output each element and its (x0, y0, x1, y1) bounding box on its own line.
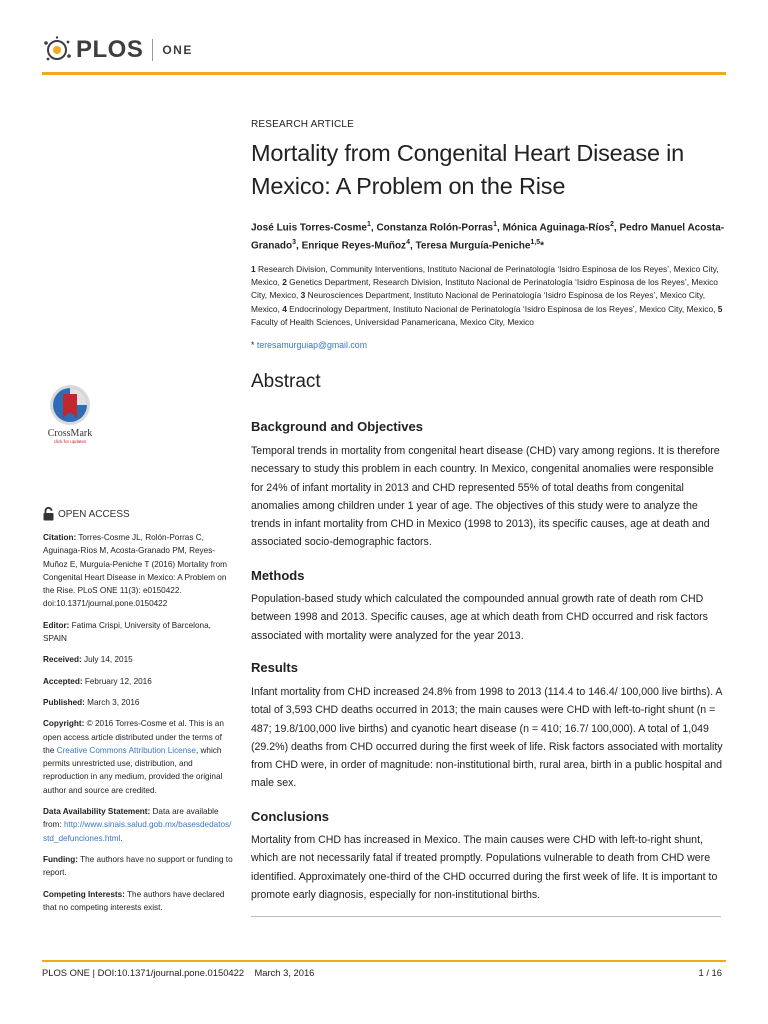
affiliation-text: Faculty of Health Sciences, Universidad Panamericana, Mexico City, Mexico (251, 316, 534, 327)
copyright-text: © 2016 Torres-Cosme et al. This is an open access article distributed under the terms of the (43, 719, 224, 755)
received-label: Received: (43, 655, 82, 665)
author-affiliation-mark: 3 (292, 239, 297, 247)
author-affiliation-mark: 4 (406, 239, 410, 247)
author-affiliation-mark: 1 (493, 221, 498, 228)
published (43, 696, 235, 709)
affiliation-text: Endocrinology Department, Instituto Nacional de Perinatología ‘Isidro Espinosa de los Reyes’, Mexico City, Mexico, (286, 303, 718, 314)
author-separator: , (370, 222, 377, 234)
section-body-methods (251, 590, 727, 645)
email-link[interactable]: teresamurguiap@gmail.com (256, 340, 368, 351)
section-heading: Conclusions (251, 809, 330, 824)
logo-plos-text: PLOS (76, 36, 144, 63)
section-body-background (251, 442, 727, 552)
crossmark-label: CrossMark (47, 428, 93, 439)
affiliation-number: 4 (282, 303, 287, 314)
copyright-text-end: , which permits unrestricted use, distribution, and reproduction in any medium, provided the original author and source are credited. (43, 745, 223, 795)
copyright-label: Copyright: (43, 719, 85, 729)
section-heading-conclusions (251, 809, 329, 824)
section-heading: Background and Objectives (251, 419, 423, 434)
section-body-results (251, 683, 727, 793)
abstract-end-rule (251, 916, 721, 917)
section-heading: Methods (251, 568, 305, 583)
open-lock-icon (43, 507, 54, 521)
author-name: Mónica Aguinaga-Ríos (502, 222, 611, 234)
license-link[interactable]: Creative Commons Attribution License (56, 745, 196, 755)
published-label: Published: (43, 697, 85, 707)
received (43, 653, 235, 666)
author-name: Pedro Manuel Acosta-Granado (251, 222, 725, 252)
received-date: July 14, 2015 (83, 655, 133, 665)
accepted-label: Accepted: (43, 676, 83, 686)
section-text: Temporal trends in mortality from congenital heart disease (CHD) vary among regions. It is therefore necessary to study this problem in each country. In Mexico, congenital anomalies were responsible for 24% of infant mortality in 2013 and CHD represented 55% of total deaths from congenital anomalies among children under 1 year of age. The objectives of this study were to analyze the trends in infant mortality from CHD in Mexico (1998 to 2013), its specific causes, age at death and associated socio-demographic factors. (251, 445, 720, 549)
author-name: Teresa Murguía-Peniche (415, 240, 531, 252)
crossmark-subtitle: click for updates (53, 439, 87, 444)
section-heading-background (251, 419, 423, 434)
section-text: Infant mortality from CHD increased 24.8% from 1998 to 2013 (114.4 to 146.4/ 100,000 live births). A total of 3,593 CHD deaths occurred in 2013; the main causes were CHD with left-to-right shunt (n = 487; 19.8/100,000 live births) and cyanotic heart disease (n = 410; 16.7/ 100,000). A total of 1,049 (29.2%) deaths from CHD occurred during the first week of life. Risk factors associated with mortality from CHD were, in order of magnitude: non-institutional birth, rural area, birth in a public hospital and male sex. (251, 686, 723, 790)
author-affiliation-mark: 1,5 (530, 239, 541, 247)
data-link[interactable]: http://www.sinais.salud.gob.mx/basesdedatos/std_defunciones.html (43, 820, 232, 843)
article-title: Mortality from Congenital Heart Disease in Mexico: A Problem on the Rise (251, 140, 685, 199)
data-availability-label: Data Availability Statement: (43, 807, 151, 817)
author-separator: , (409, 240, 416, 252)
author-name: Enrique Reyes-Muñoz (301, 240, 407, 252)
plos-logo-icon (42, 35, 72, 65)
affiliation-number: 3 (300, 290, 306, 301)
open-access-badge (43, 507, 130, 521)
section-body-conclusions (251, 831, 727, 904)
affiliation-number: 1 (251, 263, 256, 274)
section-text: Population-based study which calculated the compounded annual growth rate of death rom CHD between 1998 and 2013. Specific causes, age at which death from CHD occurred and risk factors associated with mortality were analyzed for the year 2013. (251, 593, 708, 642)
author-name: Constanza Rolón-Porras (376, 222, 494, 234)
author-affiliation-mark: 1 (366, 221, 371, 228)
footer-citation: PLOS ONE | DOI:10.1371/journal.pone.0150422 March 3, 2016 (42, 967, 315, 978)
author-separator: * (540, 240, 545, 252)
email-star: * (251, 340, 255, 351)
affiliation-text: Research Division, Community Interventions, Instituto Nacional de Perinatología ‘Isidro Espinosa de los Reyes’, Mexico City, Mexico, (251, 263, 719, 287)
affiliation-text: Neurosciences Department, Instituto Nacional de Perinatología ‘Isidro Espinosa de los Reyes’, Mexico City, Mexico, (251, 290, 706, 314)
citation-label: Citation: (43, 533, 77, 542)
section-text: Mortality from CHD has increased in Mexico. The main causes were CHD with left-to-right shunt, which are not necessarily fatal if treated promptly. Populations vulnerable to death from CHD were identified. Approximately one-third of the CHD occurred during the first week of life. It is important to promote early diagnosis, especially for non-institutional births. (251, 834, 718, 901)
competing-interests-text: The authors have declared that no competing interests exist. (43, 889, 225, 912)
section-heading: Results (251, 660, 298, 675)
competing-interests (43, 888, 235, 915)
competing-interests-label: Competing Interests: (43, 889, 125, 899)
plos-one-logo (42, 33, 193, 67)
published-date: March 3, 2016 (87, 697, 140, 707)
citation (43, 531, 235, 611)
data-availability (43, 805, 235, 845)
author-affiliation-mark: 2 (610, 221, 614, 228)
author-list (251, 217, 727, 254)
author-separator: , (613, 222, 620, 234)
data-availability-text: Data are available from: (43, 807, 219, 830)
funding-text: The authors have no support or funding to report. (43, 854, 233, 878)
affiliation-text: Genetics Department, Research Division, Instituto Nacional de Perinatología ‘Isidro Espinosa de los Reyes’, Mexico City, Mexico, (251, 276, 718, 301)
article-main (251, 119, 727, 393)
funding (43, 853, 235, 880)
affiliation-number: 2 (282, 276, 287, 287)
funding-label: Funding: (43, 854, 79, 864)
author-name: José Luis Torres-Cosme (251, 222, 367, 234)
affiliation-number: 5 (717, 303, 723, 314)
logo-journal-text: ONE (162, 43, 193, 57)
logo-separator (152, 39, 153, 61)
crossmark-icon[interactable] (48, 383, 92, 427)
open-access-label: OPEN ACCESS (58, 508, 130, 520)
corresponding-email (251, 340, 727, 350)
author-separator: , (296, 240, 302, 252)
abstract-heading: Abstract (251, 371, 321, 393)
copyright (43, 717, 235, 797)
section-heading-results (251, 660, 298, 675)
citation-text: Torres-Cosme JL, Rolón-Porras C, Aguinaga-Ríos M, Acosta-Granado PM, Reyes-Muñoz E, Murguía-Peniche T (2016) Mortality from Congenital Heart Disease in Mexico: A Problem on the Rise. PLoS ONE 11(3): e0150422. doi:10.1371/journal.pone.0150422 (43, 533, 227, 609)
header-rule (42, 72, 726, 75)
affiliations (251, 263, 727, 329)
accepted-date: February 12, 2016 (84, 676, 152, 686)
editor-label: Editor: (43, 620, 70, 630)
page-number: 1 / 16 (698, 967, 722, 978)
article-type: RESEARCH ARTICLE (251, 119, 355, 130)
editor (43, 619, 235, 646)
editor-text: Fatima Crispi, University of Barcelona, SPAIN (43, 620, 211, 644)
footer-rule (42, 960, 726, 962)
author-separator: , (497, 222, 503, 234)
crossmark-badge[interactable] (42, 383, 98, 444)
accepted (43, 675, 235, 688)
section-heading-methods (251, 568, 304, 583)
article-metadata-sidebar (43, 531, 235, 922)
data-link-end: . (120, 833, 123, 843)
